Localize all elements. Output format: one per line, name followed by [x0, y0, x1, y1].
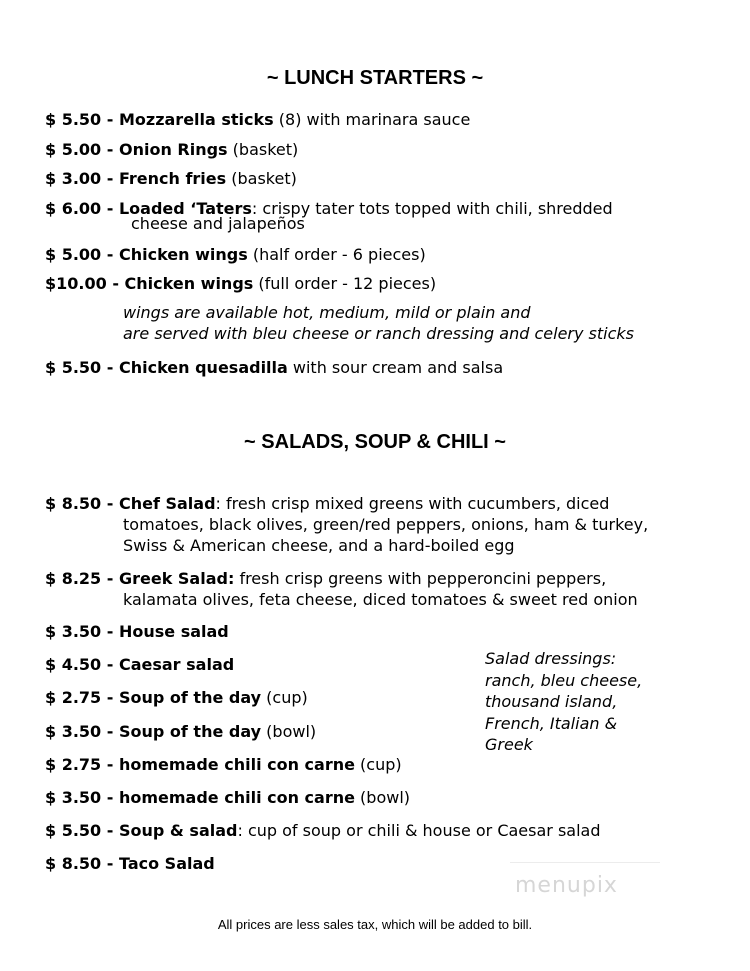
menu-item: $ 5.00 - Chicken wings (half order - 6 pieces): [45, 245, 426, 264]
menu-item: $ 3.50 - Soup of the day (bowl): [45, 722, 317, 741]
menu-item: $ 4.50 - Caesar salad: [45, 655, 235, 674]
menu-item: $ 5.50 - Soup & salad: cup of soup or chili & house or Caesar salad: [45, 821, 601, 840]
menu-item: $ 5.00 - Onion Rings (basket): [45, 140, 299, 159]
menu-item-desc: cheese and jalapeños: [131, 214, 305, 233]
watermark-logo: menupix: [515, 873, 618, 898]
menu-item: $ 3.00 - French fries (basket): [45, 169, 297, 188]
salads-heading: ~ SALADS, SOUP & CHILI ~: [244, 431, 506, 453]
menu-item: $ 3.50 - House salad: [45, 622, 229, 641]
watermark-line: [510, 862, 660, 863]
tax-footer: All prices are less sales tax, which will be added to bill.: [217, 917, 533, 932]
lunch-starters-heading: ~ LUNCH STARTERS ~: [266, 67, 484, 89]
menu-item: $ 3.50 - homemade chili con carne (bowl): [45, 788, 411, 807]
menu-item-desc: tomatoes, black olives, green/red peppers, onions, ham & turkey, Swiss & American cheese, and a hard-boiled egg: [123, 515, 649, 555]
menu-item: $ 8.50 - Chef Salad: fresh crisp mixed greens with cucumbers, diced: [45, 494, 610, 513]
salad-dressings-note: Salad dressings: ranch, bleu cheese, thousand island, French, Italian & Greek: [485, 649, 643, 754]
menu-item-desc: kalamata olives, feta cheese, diced tomatoes & sweet red onion: [123, 590, 638, 609]
wings-note: wings are available hot, medium, mild or plain and are served with bleu cheese or ranch dressing and celery sticks: [123, 303, 634, 343]
menu-item: $ 2.75 - Soup of the day (cup): [45, 688, 308, 707]
menu-item: $10.00 - Chicken wings (full order - 12 pieces): [45, 274, 437, 293]
menu-item: $ 5.50 - Chicken quesadilla with sour cream and salsa: [45, 358, 504, 377]
menu-item: $ 8.25 - Greek Salad: fresh crisp greens with pepperoncini peppers,: [45, 569, 607, 588]
menu-item: $ 6.00 - Loaded ‘Taters: crispy tater tots topped with chili, shredded: [45, 199, 613, 218]
menu-item: $ 8.50 - Taco Salad: [45, 854, 215, 873]
menu-item: $ 5.50 - Mozzarella sticks (8) with marinara sauce: [45, 110, 471, 129]
menu-item: $ 2.75 - homemade chili con carne (cup): [45, 755, 402, 774]
